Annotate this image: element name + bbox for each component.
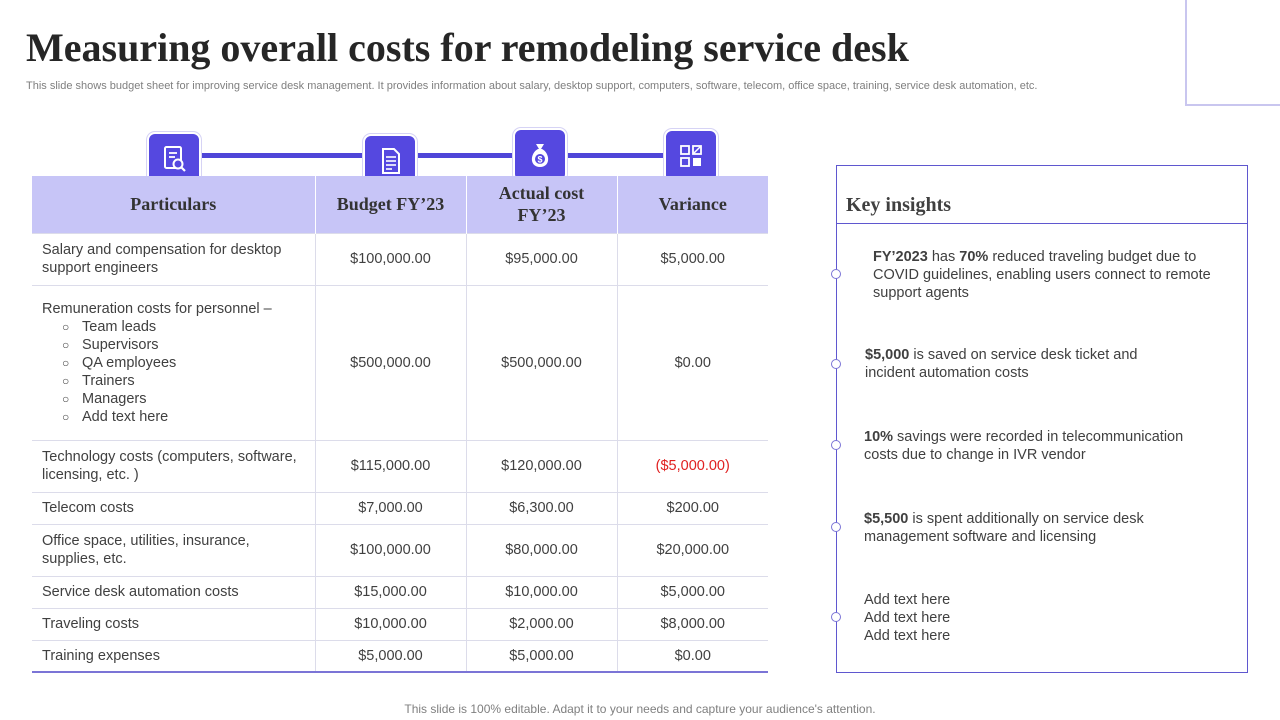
header-budget: Budget FY’23 xyxy=(315,176,466,233)
particular-cell: Traveling costs xyxy=(32,608,315,640)
table-row xyxy=(32,608,768,640)
insight-text: Add text here xyxy=(864,628,951,644)
insight-text: Add text here xyxy=(864,610,951,626)
insight-highlight: FY’2023 xyxy=(873,249,928,265)
insight-text: Add text here xyxy=(864,592,951,608)
table-row xyxy=(32,492,768,524)
table-row xyxy=(32,285,768,440)
particular-cell: Technology costs (computers, software, licensing, etc. ) xyxy=(32,440,315,492)
table-row xyxy=(32,576,768,608)
particular-cell: Office space, utilities, insurance, supplies, etc. xyxy=(32,524,315,576)
insight-item xyxy=(864,591,1064,645)
insight-text: is spent additionally on service desk management software and licensing xyxy=(864,511,1144,545)
timeline-dot xyxy=(831,612,841,622)
timeline-dot xyxy=(831,269,841,279)
insight-highlight: 70% xyxy=(959,249,989,265)
actual-cell: $5,000.00 xyxy=(466,640,617,672)
header-actual-cost: Actual cost FY’23 xyxy=(466,176,617,233)
budget-cell: $7,000.00 xyxy=(315,492,466,524)
variance-cell: $0.00 xyxy=(617,640,768,672)
footer-note: This slide is 100% editable. Adapt it to your needs and capture your audience's attention. xyxy=(404,702,876,716)
insight-highlight: $5,500 xyxy=(864,511,909,527)
page-subtitle: This slide shows budget sheet for improving service desk management. It provides information about salary, desktop support, computers, software, telecom, office space, training, service desk automation, etc. xyxy=(26,80,1038,92)
variance-cell: $200.00 xyxy=(617,492,768,524)
actual-cell: $120,000.00 xyxy=(466,440,617,492)
header-particulars: Particulars xyxy=(32,176,315,233)
sub-item: ○ Team leads xyxy=(62,318,305,336)
variance-cell: $8,000.00 xyxy=(617,608,768,640)
actual-cell: $6,300.00 xyxy=(466,492,617,524)
svg-text:$: $ xyxy=(537,154,543,165)
actual-cell: $95,000.00 xyxy=(466,233,617,285)
dashboard-icon xyxy=(664,129,718,183)
particular-text: Remuneration costs for personnel – xyxy=(42,300,272,317)
insight-text: reduced traveling budget due to COVID guidelines, enabling users connect to remote support agents xyxy=(873,249,1211,301)
budget-cell: $15,000.00 xyxy=(315,576,466,608)
budget-cell: $100,000.00 xyxy=(315,233,466,285)
timeline-dot xyxy=(831,522,841,532)
insight-text: has xyxy=(927,249,960,265)
table-row xyxy=(32,233,768,285)
timeline-dot xyxy=(831,359,841,369)
insight-item xyxy=(864,510,1174,546)
particular-cell: Service desk automation costs xyxy=(32,576,315,608)
insight-text: savings were recorded in telecommunication costs due to change in IVR vendor xyxy=(864,429,1184,463)
variance-cell: $5,000.00 xyxy=(617,576,768,608)
sub-item: ○ Managers xyxy=(62,390,305,408)
insight-text: is saved on service desk ticket and incident automation costs xyxy=(865,347,1138,381)
insight-item xyxy=(865,346,1165,382)
table-header-row xyxy=(32,176,768,233)
corner-decoration xyxy=(1185,0,1280,106)
particular-cell: Telecom costs xyxy=(32,492,315,524)
icon-connector-line xyxy=(175,153,691,158)
table-row xyxy=(32,640,768,672)
sub-item: ○ Supervisors xyxy=(62,336,305,354)
actual-cell: $10,000.00 xyxy=(466,576,617,608)
variance-cell: $20,000.00 xyxy=(617,524,768,576)
insight-highlight: 10% xyxy=(864,429,894,445)
budget-cell: $115,000.00 xyxy=(315,440,466,492)
variance-cell: $0.00 xyxy=(617,285,768,440)
budget-table xyxy=(32,176,768,673)
sub-item: ○ Trainers xyxy=(62,372,305,390)
particular-cell xyxy=(32,285,315,440)
budget-cell: $5,000.00 xyxy=(315,640,466,672)
insight-highlight: $5,000 xyxy=(865,347,910,363)
table-row xyxy=(32,440,768,492)
money-bag-icon xyxy=(513,128,567,182)
particular-cell: Salary and compensation for desktop support engineers xyxy=(32,233,315,285)
budget-cell: $500,000.00 xyxy=(315,285,466,440)
table-row xyxy=(32,524,768,576)
variance-cell-negative: ($5,000.00) xyxy=(617,440,768,492)
actual-cell: $500,000.00 xyxy=(466,285,617,440)
sub-item-list xyxy=(42,318,305,426)
variance-cell: $5,000.00 xyxy=(617,233,768,285)
actual-cell: $2,000.00 xyxy=(466,608,617,640)
key-insights-panel xyxy=(836,165,1248,673)
particular-cell: Training expenses xyxy=(32,640,315,672)
insight-item xyxy=(873,248,1223,302)
timeline-dot xyxy=(831,440,841,450)
budget-cell: $10,000.00 xyxy=(315,608,466,640)
budget-cell: $100,000.00 xyxy=(315,524,466,576)
actual-cell: $80,000.00 xyxy=(466,524,617,576)
sub-item: ○ QA employees xyxy=(62,354,305,372)
key-insights-heading: Key insights xyxy=(837,166,1247,224)
sub-item: ○ Add text here xyxy=(62,408,305,426)
page-title: Measuring overall costs for remodeling service desk xyxy=(26,25,909,70)
insight-item xyxy=(864,428,1204,464)
header-variance: Variance xyxy=(617,176,768,233)
